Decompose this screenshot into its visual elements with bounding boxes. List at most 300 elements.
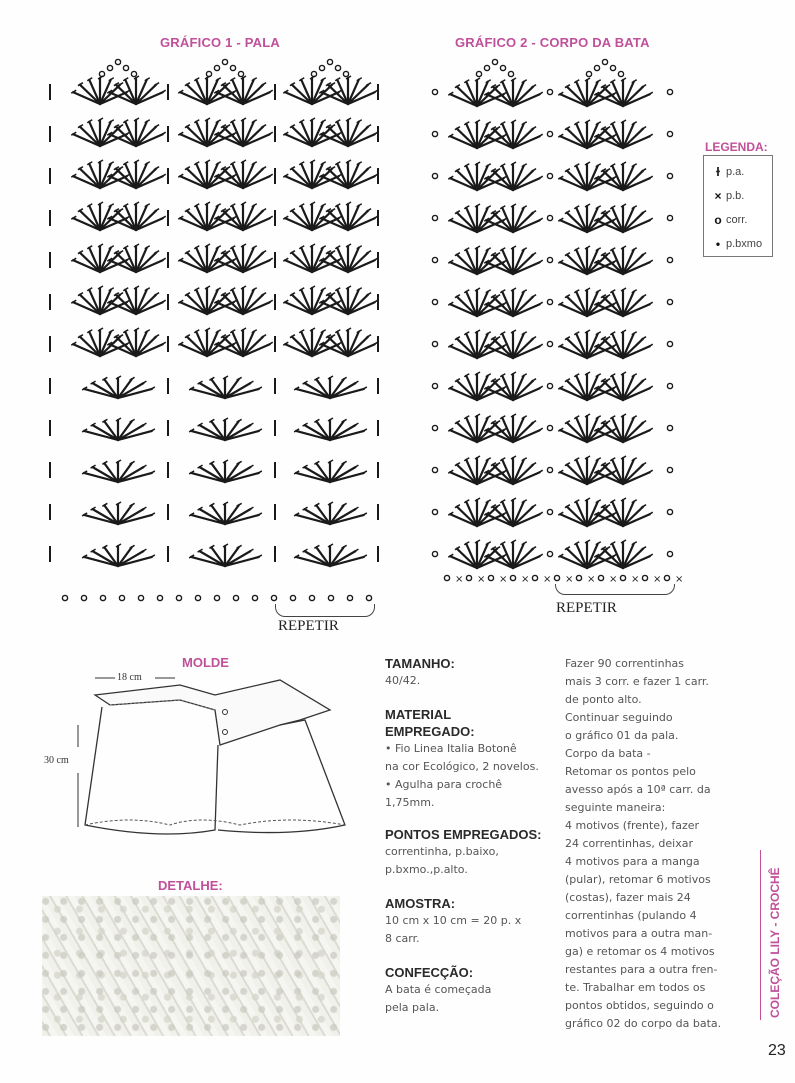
stitch-pa [328, 337, 348, 356]
stitch-pa [348, 295, 368, 314]
chain-stitch [667, 551, 672, 556]
legend-label: p.bxmo [726, 238, 763, 250]
chain-stitch [667, 89, 672, 94]
legend-item [710, 208, 766, 232]
stitch-pa [312, 169, 332, 188]
chain-stitch [667, 257, 672, 262]
instruction-line: te. Trabalhar em todos os [565, 981, 706, 994]
chain-stitch [233, 595, 238, 600]
stitch-pa [136, 211, 156, 230]
stitch-pa [305, 425, 330, 440]
chain-stitch [335, 65, 340, 70]
stitch-pa [328, 253, 348, 272]
chart1-repeat-label: REPETIR [278, 618, 339, 634]
chain-stitch [488, 575, 493, 580]
chain-stitch [309, 595, 314, 600]
stitch-pa [587, 129, 607, 148]
amostra-line: 8 carr. [385, 932, 420, 945]
stitch-pa [200, 425, 225, 440]
stitch-pa [116, 253, 136, 272]
stitch-pb: × [455, 574, 464, 585]
stitch-pa [457, 87, 477, 106]
chain-stitch [432, 509, 437, 514]
stitch-pa [93, 383, 118, 398]
stitch-pa [292, 337, 312, 356]
stitch-pa [100, 169, 120, 188]
stitch-pa [477, 213, 497, 232]
stitch-pa [567, 465, 587, 484]
stitch-pa [493, 381, 513, 400]
stitch-pa [243, 337, 263, 356]
chain-stitch [547, 173, 552, 178]
stitch-pa [587, 171, 607, 190]
chain-stitch [554, 575, 559, 580]
chain-stitch [594, 65, 599, 70]
chart1-title: GRÁFICO 1 - PALA [160, 35, 280, 50]
material-heading-line1: MATERIAL [385, 707, 452, 722]
instruction-line: (pular), retomar 6 motivos [565, 873, 711, 886]
instructions-column [565, 655, 750, 1033]
stitch-pa [330, 383, 355, 398]
chain-stitch [222, 59, 227, 64]
instruction-line: ga) e retomar os 4 motivos [565, 945, 715, 958]
stitch-pa [493, 339, 513, 358]
instruction-line: Continuar seguindo [565, 711, 673, 724]
stitch-pa [493, 423, 513, 442]
stitch-pa [136, 337, 156, 356]
pattern-width-label: 18 cm [117, 672, 142, 683]
stitch-pa [513, 255, 533, 274]
stitch-pa [603, 255, 623, 274]
stitch-pa [312, 295, 332, 314]
confeccao-line: pela pala. [385, 1001, 440, 1014]
page-number: 23 [768, 1042, 786, 1059]
chain-stitch [667, 383, 672, 388]
chain-stitch [157, 595, 162, 600]
stitch-pa [118, 509, 143, 524]
stitch-pa [187, 127, 207, 146]
legend-item [710, 232, 766, 256]
stitch-pa [80, 169, 100, 188]
stitch-pa [187, 211, 207, 230]
stitch-pa [623, 297, 643, 316]
stitch-pa [136, 169, 156, 188]
stitch-pa [493, 465, 513, 484]
stitch-pa [603, 549, 623, 568]
stitch-pa [93, 425, 118, 440]
stitch-pa [207, 295, 227, 314]
chain-stitch [432, 173, 437, 178]
stitch-pa [305, 467, 330, 482]
instruction-line: 4 motivos (frente), fazer [565, 819, 700, 832]
instruction-line: pontos obtidos, seguindo o [565, 999, 714, 1012]
stitch-pa [587, 465, 607, 484]
chain-stitch [432, 131, 437, 136]
stitch-pa [623, 465, 643, 484]
chain-stitch [176, 595, 181, 600]
stitch-pa [477, 423, 497, 442]
chain-stitch [667, 215, 672, 220]
chart1-repeat-bracket [275, 604, 375, 617]
stitch-pb: × [587, 574, 596, 585]
stitch-pa [100, 295, 120, 314]
instruction-line: gráfico 02 do corpo da bata. [565, 1017, 722, 1030]
stitch-pa [223, 211, 243, 230]
pb-icon: × [714, 189, 722, 203]
stitch-pa [567, 297, 587, 316]
stitch-pa [567, 129, 587, 148]
stitch-pa [223, 253, 243, 272]
stitch-pa [207, 127, 227, 146]
chain-stitch [432, 341, 437, 346]
stitch-pa [513, 423, 533, 442]
chain-stitch [547, 131, 552, 136]
stitch-pb: × [653, 574, 662, 585]
instruction-line: avesso após a 10ª carr. da [565, 783, 711, 796]
chain-stitch [667, 173, 672, 178]
stitch-pa [200, 509, 225, 524]
stitch-pa [200, 551, 225, 566]
stitch-pa [587, 339, 607, 358]
stitch-pa [243, 253, 263, 272]
chain-stitch [547, 425, 552, 430]
instruction-line: Retomar os pontos pelo [565, 765, 696, 778]
stitch-pa [623, 381, 643, 400]
chain-stitch [547, 383, 552, 388]
chain-stitch [432, 257, 437, 262]
stitch-pa [603, 423, 623, 442]
chain-stitch [508, 71, 513, 76]
stitch-pa [305, 509, 330, 524]
stitch-pa [243, 127, 263, 146]
stitch-pa [330, 551, 355, 566]
stitch-pa [567, 549, 587, 568]
stitch-pa [477, 129, 497, 148]
stitch-pa [328, 169, 348, 188]
chain-stitch [484, 65, 489, 70]
stitch-pa [457, 507, 477, 526]
stitch-pa [567, 423, 587, 442]
stitch-pa [292, 295, 312, 314]
pattern-title: MOLDE [182, 655, 229, 670]
amostra-line: 10 cm x 10 cm = 20 p. x [385, 914, 522, 927]
stitch-pa [116, 211, 136, 230]
pontos-line: p.bxmo.,p.alto. [385, 863, 468, 876]
legend-title: LEGENDA: [705, 140, 768, 154]
stitch-pa [603, 297, 623, 316]
material-line: 1,75mm. [385, 796, 435, 809]
chain-stitch [238, 71, 243, 76]
stitch-pa [118, 467, 143, 482]
chain-stitch [667, 467, 672, 472]
chart2-repeat-label: REPETIR [556, 600, 617, 616]
chain-stitch [432, 551, 437, 556]
stitch-pa [200, 383, 225, 398]
stitch-pa [587, 381, 607, 400]
stitch-pa [477, 381, 497, 400]
stitch-pa [207, 211, 227, 230]
stitch-pa [457, 171, 477, 190]
chain-stitch [620, 575, 625, 580]
chain-stitch [347, 595, 352, 600]
stitch-pa [312, 211, 332, 230]
stitch-pa [587, 549, 607, 568]
stitch-pa [328, 211, 348, 230]
instruction-line: (costas), fazer mais 24 [565, 891, 691, 904]
stitch-pa [200, 467, 225, 482]
chain-stitch [214, 65, 219, 70]
stitch-pa [243, 169, 263, 188]
instruction-line: motivos para a outra man- [565, 927, 713, 940]
stitch-pa [348, 169, 368, 188]
stitch-pa [207, 337, 227, 356]
chain-stitch [642, 575, 647, 580]
stitch-pa [100, 337, 120, 356]
pbxmo-icon: • [715, 237, 721, 251]
stitch-pa [223, 169, 243, 188]
chain-stitch [230, 65, 235, 70]
instruction-line: Corpo da bata - [565, 747, 651, 760]
stitch-pa [477, 255, 497, 274]
chart2-title: GRÁFICO 2 - CORPO DA BATA [455, 35, 650, 50]
stitch-pa [477, 297, 497, 316]
chain-stitch [492, 59, 497, 64]
stitch-pb: × [477, 574, 486, 585]
material-line: • Fio Linea Italia Botonê [385, 742, 517, 755]
stitch-pa [603, 129, 623, 148]
material-heading-line2: EMPREGADO: [385, 724, 475, 739]
specs-column [385, 655, 555, 1017]
stitch-pa [587, 423, 607, 442]
stitch-pa [223, 337, 243, 356]
stitch-pa [587, 255, 607, 274]
stitch-pa [292, 85, 312, 104]
chain-stitch [131, 71, 136, 76]
stitch-pa [457, 213, 477, 232]
stitch-pa [207, 85, 227, 104]
pattern-height-label: 30 cm [44, 755, 69, 766]
stitch-pa [477, 171, 497, 190]
chain-stitch [547, 509, 552, 514]
chain-stitch [138, 595, 143, 600]
stitch-pa [223, 295, 243, 314]
chain-stitch [444, 575, 449, 580]
chain-stitch [602, 59, 607, 64]
stitch-pa [80, 127, 100, 146]
stitch-pa [567, 213, 587, 232]
stitch-pa [477, 507, 497, 526]
stitch-pa [116, 295, 136, 314]
stitch-pa [477, 339, 497, 358]
pontos-line: correntinha, p.baixo, [385, 845, 499, 858]
stitch-pa [328, 127, 348, 146]
stitch-pa [116, 85, 136, 104]
chain-stitch [610, 65, 615, 70]
stitch-pa [567, 171, 587, 190]
chain-stitch [667, 299, 672, 304]
stitch-pa [477, 465, 497, 484]
stitch-pa [207, 169, 227, 188]
instruction-line: 4 motivos para a manga [565, 855, 700, 868]
confeccao-heading: CONFECÇÃO: [385, 965, 474, 980]
stitch-pa [93, 509, 118, 524]
stitch-pa [348, 85, 368, 104]
legend-label: p.b. [726, 190, 745, 202]
chain-stitch [62, 595, 67, 600]
stitch-pa [493, 549, 513, 568]
stitch-pa [187, 85, 207, 104]
stitch-pa [243, 211, 263, 230]
stitch-pa [116, 127, 136, 146]
amostra-heading: AMOSTRA: [385, 896, 456, 911]
stitch-pa [457, 381, 477, 400]
stitch-pa [80, 211, 100, 230]
instruction-line: restantes para a outra fren- [565, 963, 718, 976]
stitch-pa [348, 253, 368, 272]
stitch-pa [493, 255, 513, 274]
stitch-pa [493, 297, 513, 316]
stitch-pa [305, 551, 330, 566]
chain-stitch [328, 595, 333, 600]
stitch-pa [513, 129, 533, 148]
stitch-pa [623, 255, 643, 274]
stitch-pa [136, 253, 156, 272]
chain-stitch [252, 595, 257, 600]
stitch-pa [457, 255, 477, 274]
corr-icon: o [714, 213, 722, 227]
stitch-pa [136, 295, 156, 314]
stitch-pa [330, 467, 355, 482]
instruction-line: 24 correntinhas, deixar [565, 837, 693, 850]
stitch-pa [623, 339, 643, 358]
chain-stitch [366, 595, 371, 600]
chain-stitch [500, 65, 505, 70]
chain-stitch [343, 71, 348, 76]
stitch-pa [80, 253, 100, 272]
stitch-pa [330, 509, 355, 524]
tamanho-text: 40/42. [385, 674, 421, 687]
stitch-pa [567, 339, 587, 358]
chain-stitch [547, 215, 552, 220]
stitch-pb: × [499, 574, 508, 585]
stitch-pa [513, 171, 533, 190]
stitch-pa [623, 507, 643, 526]
chain-stitch [123, 65, 128, 70]
stitch-pa [100, 253, 120, 272]
stitch-pa [603, 339, 623, 358]
chart2-diagram [425, 50, 695, 590]
chart1-diagram [40, 50, 390, 610]
stitch-pa [225, 467, 250, 482]
chain-stitch [432, 299, 437, 304]
stitch-pa [80, 295, 100, 314]
stitch-pa [457, 297, 477, 316]
legend-label: corr. [726, 214, 748, 226]
chain-stitch [667, 425, 672, 430]
stitch-pa [116, 169, 136, 188]
instruction-line: seguinte maneira: [565, 801, 666, 814]
stitch-pa [292, 127, 312, 146]
stitch-pa [623, 423, 643, 442]
chain-stitch [432, 215, 437, 220]
stitch-pb: × [631, 574, 640, 585]
stitch-pa [513, 339, 533, 358]
stitch-pb: × [543, 574, 552, 585]
stitch-pa [118, 551, 143, 566]
instruction-line: Fazer 90 correntinhas [565, 657, 685, 670]
stitch-pa [567, 507, 587, 526]
stitch-pa [603, 213, 623, 232]
instruction-line: de ponto alto. [565, 693, 642, 706]
stitch-pa [457, 549, 477, 568]
legend-label: p.a. [726, 166, 745, 178]
stitch-pa [100, 85, 120, 104]
chain-stitch [547, 341, 552, 346]
chain-stitch [586, 71, 591, 76]
stitch-pa [80, 337, 100, 356]
chart2-repeat-bracket [555, 584, 675, 595]
stitch-pa [493, 87, 513, 106]
chain-stitch [319, 65, 324, 70]
instruction-line: o gráfico 01 da pala. [565, 729, 679, 742]
chain-stitch [510, 575, 515, 580]
stitch-pa [223, 127, 243, 146]
stitch-pa [136, 85, 156, 104]
stitch-pa [623, 213, 643, 232]
stitch-pa [493, 213, 513, 232]
stitch-pa [187, 295, 207, 314]
stitch-pa [292, 253, 312, 272]
stitch-pa [567, 87, 587, 106]
stitch-pa [328, 295, 348, 314]
legend-item [710, 184, 766, 208]
stitch-pa [330, 425, 355, 440]
stitch-pa [328, 85, 348, 104]
stitch-pa [223, 85, 243, 104]
stitch-pa [513, 213, 533, 232]
chain-stitch [547, 299, 552, 304]
stitch-pa [513, 87, 533, 106]
chain-stitch [327, 59, 332, 64]
stitch-pa [603, 465, 623, 484]
stitch-pa [603, 87, 623, 106]
pa-icon: ɫ [716, 165, 720, 179]
stitch-pa [493, 171, 513, 190]
chain-stitch [81, 595, 86, 600]
legend-box [703, 155, 773, 257]
stitch-pa [513, 297, 533, 316]
stitch-pa [513, 507, 533, 526]
stitch-pa [312, 337, 332, 356]
stitch-pa [243, 85, 263, 104]
chain-stitch [576, 575, 581, 580]
pattern-drawing [40, 665, 370, 845]
stitch-pa [348, 211, 368, 230]
instruction-line: correntinhas (pulando 4 [565, 909, 697, 922]
stitch-pa [587, 213, 607, 232]
stitch-pa [305, 383, 330, 398]
stitch-pa [348, 337, 368, 356]
chain-stitch [195, 595, 200, 600]
chain-stitch [667, 341, 672, 346]
stitch-pa [187, 253, 207, 272]
stitch-pa [623, 171, 643, 190]
pontos-heading: PONTOS EMPREGADOS: [385, 827, 542, 842]
stitch-pb: × [565, 574, 574, 585]
chain-stitch [115, 59, 120, 64]
material-line: • Agulha para crochê [385, 778, 503, 791]
stitch-pb: × [675, 574, 684, 585]
